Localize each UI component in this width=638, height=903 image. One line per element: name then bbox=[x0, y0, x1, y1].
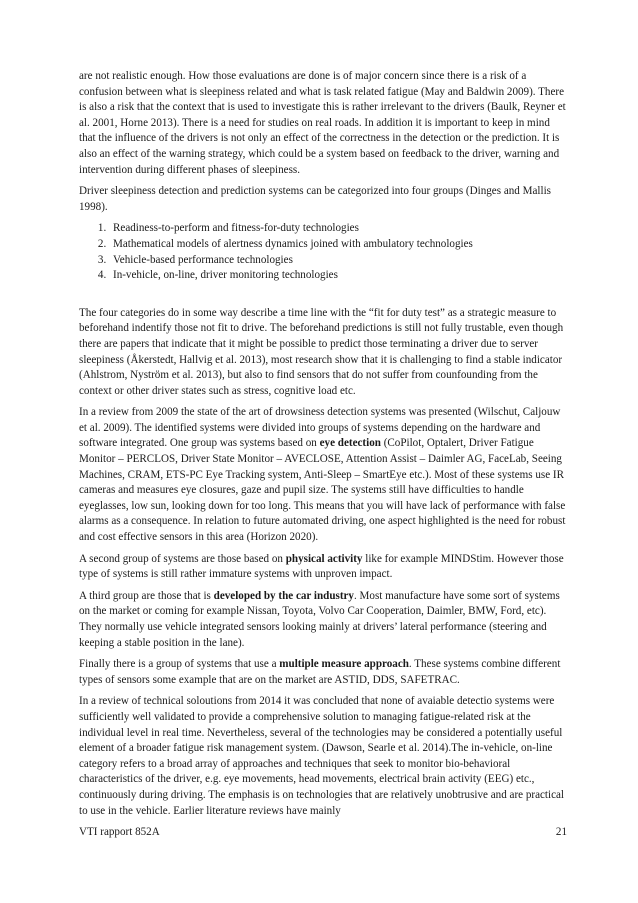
paragraph-4-bold: eye detection bbox=[319, 437, 381, 450]
paragraph-1: are not realistic enough. How those evaluations are done is of major concern since there is a risk of a confusion between what is sleepiness related and what is task related fatigue (May and Baldwin 2009). There is also a risk that the context that is used to investigate this is rather irrelevant to the drivers (Baulk, Reyner et al. 2001, Horne 2013). There is a need for studies on real roads. In addition it is important to keep in mind that the influence of the drivers is not only an effect of the correctness in the detection or the prediction. It is also an effect of the warning strategy, which could be a system based on feedback to the driver, warning and intervention during different phases of sleepiness. bbox=[79, 70, 566, 176]
page-footer bbox=[79, 825, 567, 841]
page-number: 21 bbox=[555, 826, 567, 838]
report-name: VTI rapport 852A bbox=[79, 826, 160, 838]
list-item: 4. In-vehicle, on-line, driver monitoring technologies bbox=[109, 268, 567, 284]
paragraph-4-text-a: In a review from 2009 the state of the art of drowsiness detection systems was presented (Wilschut, Caljouw et al. 2009). The identified systems were divided into groups of systems depending on the hardware and software integrated. One group was systems based on bbox=[79, 406, 561, 450]
paragraph-5-text-a: A second group of systems are those based on bbox=[79, 552, 286, 565]
spacer bbox=[79, 284, 567, 306]
paragraph-7 bbox=[79, 657, 567, 688]
paragraph-6-text-b: . Most manufacture have some sort of systems on the market or coming for example Nissan, Toyota, Volvo Car Cooperation, Daimler, BMW, Ford, etc). They normally use vehicle integrated sensors looking mainly at drivers’ lateral performance (steering and keeping a stable position in the lane). bbox=[79, 589, 560, 649]
page-body bbox=[79, 69, 567, 825]
paragraph-2: Driver sleepiness detection and prediction systems can be categorized into four groups (Dinges and Mallis 1998). bbox=[79, 185, 551, 213]
paragraph-3: The four categories do in some way describe a time line with the “fit for duty test” as a strategic measure to beforehand indentify those not fit to drive. The beforehand predictions is still not fully trustable, even though there are papers that indicate that it might be possible to predict those terminating a driver due to server sleepiness (Åkerstedt, Hallvig et al. 2013), most research show that it is challenging to find a stable indicator (Ahlstrom, Nyström et al. 2013), but also to find sensors that do not suffer from counfounding from the context or other driver states such as stress, cognitive load etc. bbox=[79, 306, 564, 397]
paragraph-7-bold: multiple measure approach bbox=[279, 658, 409, 671]
paragraph-6 bbox=[79, 589, 567, 651]
list-item: 3. Vehicle-based performance technologies bbox=[109, 253, 567, 269]
paragraph-7-text-a: Finally there is a group of systems that use a bbox=[79, 658, 280, 671]
list-item: 1. Readiness-to-perform and fitness-for-duty technologies bbox=[109, 221, 567, 237]
paragraph-7-text-b: . These systems combine different types of sensors some example that are on the market are ASTID, DDS, SAFETRAC. bbox=[79, 658, 561, 686]
paragraph-6-bold: developed by the car industry bbox=[213, 589, 354, 602]
paragraph-4-text-b: (CoPilot, Optalert, Driver Fatigue Monitor – PERCLOS, Driver State Monitor – AVECLOSE, Attention Assist – Daimler AG, FaceLab, Seeing Machines, CRAM, ETS-PC Eye Tracking system, Anti-Sleep – SmartEye etc.). Most of these systems use IR cameras and measures eye closures, gaze and pupil size. The systems still have difficulties to handle eyeglasses, low sun, looking down for too long. This means that you will have lack of performance with false alarms as a consequence. In relation to future automated driving, one aspect highlighted is the need for robust and cost effective sensors in this area (Horizon 2020). bbox=[79, 437, 566, 544]
paragraph-8: In a review of technical soloutions from 2014 it was concluded that none of avaiable detectio systems were sufficiently well validated to provide a comprehensive solution to managing fatigue-related risk at the individual level in real time. Nevertheless, several of the technologies may be considered a potentially useful element of a broader fatigue risk management system. (Dawson, Searle et al. 2014).The in-vehicle, on-line category refers to a broad array of approaches and techniques that seek to monitor bio-behavioral characteristics of the driver, e.g. eye movements, head movements, electrical brain activity (EEG) etc., continuously during driving. The emphasis is on technologies that are relatively unobtrusive and are practical to use in the vehicle. Earlier literature reviews have mainly bbox=[79, 695, 565, 817]
paragraph-5-text-b: like for example MINDStim. However those type of systems is still rather immature systems with unproven impact. bbox=[79, 552, 564, 581]
paragraph-5-bold: physical activity bbox=[285, 552, 363, 565]
list-item: 2. Mathematical models of alertness dynamics joined with ambulatory technologies bbox=[109, 237, 567, 253]
paragraph-4 bbox=[79, 405, 567, 545]
paragraph-5 bbox=[79, 552, 567, 583]
category-list bbox=[79, 221, 567, 283]
paragraph-6-text-a: A third group are those that is bbox=[79, 589, 214, 602]
